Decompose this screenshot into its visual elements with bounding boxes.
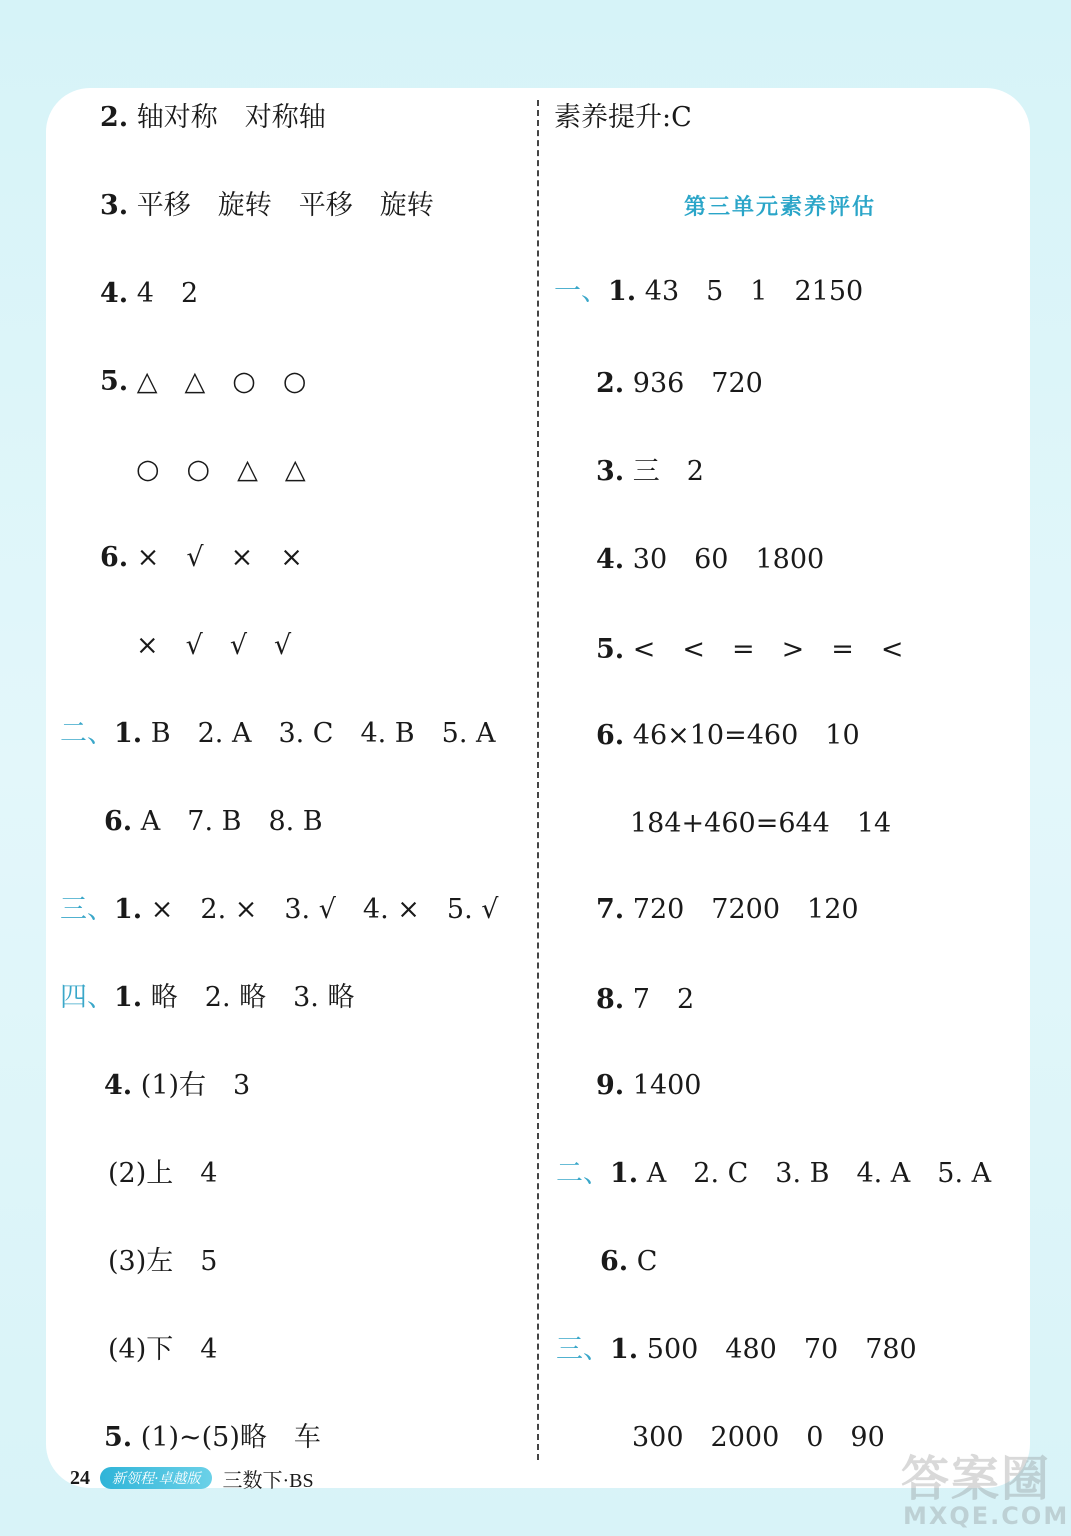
answer-line: 二、1. A 2. C 3. B 4. A 5. A: [556, 1158, 992, 1189]
answer-line: 184+460=644 14: [630, 808, 892, 839]
answer-line: 300 2000 0 90: [632, 1422, 885, 1453]
answer-line: 8. 7 2: [596, 984, 695, 1015]
answer-line: 5. (1)~(5)略 车: [104, 1422, 321, 1453]
answer-line: 6. C: [600, 1246, 658, 1277]
section-marker: 二、: [556, 1158, 610, 1189]
answer-line: × √ √ √: [136, 630, 292, 661]
page-number: 24: [70, 1466, 90, 1489]
unit-title: 第三单元素养评估: [684, 195, 877, 220]
section-marker: 二、: [60, 718, 114, 749]
answer-line: 4. 4 2: [100, 278, 199, 309]
answer-line: 二、1. B 2. A 3. C 4. B 5. A: [60, 718, 496, 749]
column-divider: [537, 100, 539, 1460]
section-marker: 一、: [554, 276, 608, 307]
watermark-text: 答案圈: [901, 1451, 1052, 1507]
answer-line: ○ ○ △ △: [136, 454, 306, 485]
answer-line: 素养提升:C: [554, 102, 692, 133]
section-marker: 三、: [60, 894, 114, 925]
answer-line: 3. 三 2: [596, 456, 704, 487]
brand-badge: 新领程·卓越版: [100, 1467, 212, 1489]
answer-line: 一、1. 43 5 1 2150: [554, 276, 864, 307]
answer-line: 三、1. × 2. × 3. √ 4. × 5. √: [60, 894, 499, 925]
answer-line: 9. 1400: [596, 1070, 702, 1101]
answer-line: (4)下 4: [108, 1334, 218, 1365]
answer-line: 5. △ △ ○ ○: [100, 366, 307, 397]
answer-line: (3)左 5: [108, 1246, 218, 1277]
answer-line: (2)上 4: [108, 1158, 218, 1189]
answer-line: 2. 936 720: [596, 368, 763, 399]
watermark-url: MXQE.COM: [903, 1502, 1070, 1530]
section-marker: 三、: [556, 1334, 610, 1365]
book-title: 三数下·BS: [222, 1469, 314, 1492]
answer-line: 三、1. 500 480 70 780: [556, 1334, 917, 1365]
answer-line: 5. < < = > = <: [596, 634, 904, 665]
watermark: [895, 1440, 1070, 1535]
answer-line: 6. 46×10=460 10: [596, 720, 860, 751]
section-marker: 四、: [60, 982, 114, 1013]
answer-line: 四、1. 略 2. 略 3. 略: [60, 982, 355, 1013]
answer-line: 3. 平移 旋转 平移 旋转: [100, 190, 434, 221]
answer-line: 4. 30 60 1800: [596, 544, 825, 575]
answer-line: 6. A 7. B 8. B: [104, 806, 323, 837]
answer-line: 6. × √ × ×: [100, 542, 303, 573]
answer-line: 4. (1)右 3: [104, 1070, 251, 1101]
page-footer: [70, 1462, 314, 1494]
answer-line: 2. 轴对称 对称轴: [100, 102, 326, 133]
answer-line: 7. 720 7200 120: [596, 894, 859, 925]
